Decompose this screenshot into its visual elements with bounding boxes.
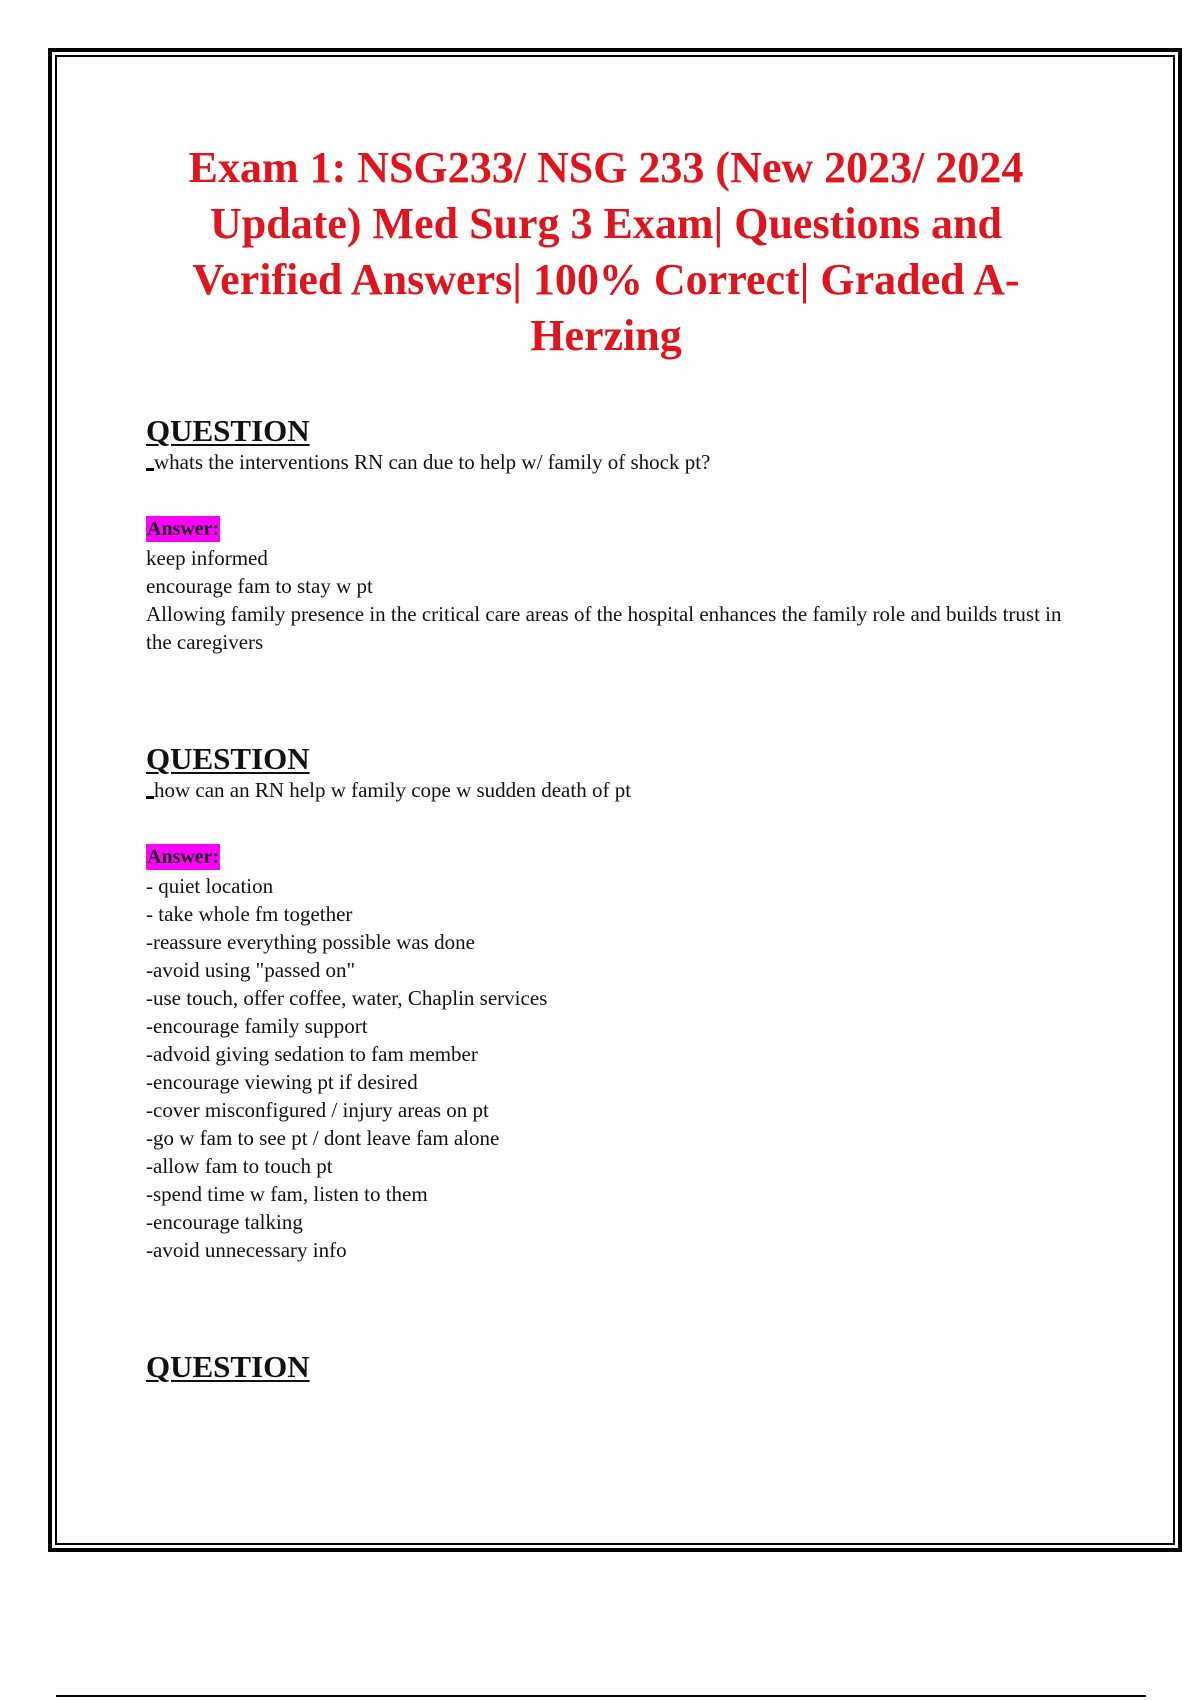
answer-line: -spend time w fam, listen to them: [146, 1182, 428, 1206]
page-divider: [56, 1695, 1146, 1697]
question-heading: QUESTION: [146, 1349, 310, 1384]
qa-item: [146, 414, 1066, 656]
answer-label: Answer:: [147, 846, 220, 868]
qa-item: [146, 742, 1066, 1264]
answer-line: encourage fam to stay w pt: [146, 574, 373, 598]
answer-line: -cover misconfigured / injury areas on pt: [146, 1098, 489, 1122]
question-marker: [146, 796, 154, 799]
answer-line: -avoid using "passed on": [146, 958, 356, 982]
answer-line: -advoid giving sedation to fam member: [146, 1042, 478, 1066]
answer-line: Allowing family presence in the critical care areas of the hospital enhances the family role and builds trust in the caregivers: [146, 602, 1062, 654]
answer-line: -allow fam to touch pt: [146, 1154, 333, 1178]
qa-item: [146, 1350, 1066, 1384]
answer-list: [146, 872, 1066, 1264]
question-text-content: whats the interventions RN can due to help w/ family of shock pt?: [154, 450, 711, 474]
question-heading: QUESTION: [146, 741, 310, 776]
answer-line: -use touch, offer coffee, water, Chaplin services: [146, 986, 548, 1010]
answer-list: [146, 544, 1066, 656]
question-text-content: how can an RN help w family cope w sudden death of pt: [154, 778, 632, 802]
answer-line: -avoid unnecessary info: [146, 1238, 347, 1262]
answer-line: - quiet location: [146, 874, 274, 898]
answer-line: -encourage family support: [146, 1014, 368, 1038]
answer-line: -encourage talking: [146, 1210, 303, 1234]
document-content: [146, 140, 1066, 1384]
question-heading: QUESTION: [146, 413, 310, 448]
document-title: Exam 1: NSG233/ NSG 233 (New 2023/ 2024 Update) Med Surg 3 Exam| Questions and Verified Answers| 100% Correct| Graded A- Herzing: [188, 143, 1024, 360]
question-text: [146, 448, 1066, 476]
question-text: [146, 776, 1066, 804]
answer-line: -reassure everything possible was done: [146, 930, 475, 954]
answer-line: keep informed: [146, 546, 268, 570]
answer-line: -go w fam to see pt / dont leave fam alone: [146, 1126, 500, 1150]
answer-label: Answer:: [147, 518, 220, 540]
answer-line: -encourage viewing pt if desired: [146, 1070, 418, 1094]
answer-line: - take whole fm together: [146, 902, 353, 926]
question-marker: [146, 468, 154, 471]
